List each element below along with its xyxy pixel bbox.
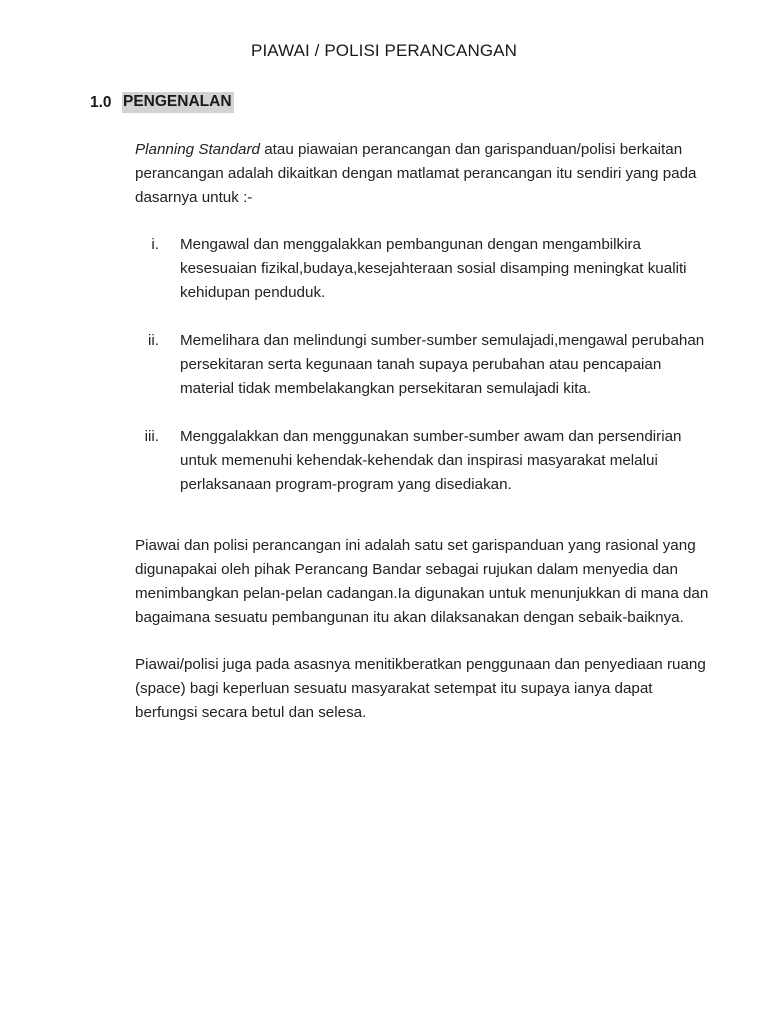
list-item-3-text xyxy=(180,425,700,497)
paragraph-2-line-4: bagaimana sesuatu pembangunan itu akan dilaksanakan dengan sebaik-baiknya. xyxy=(135,609,684,626)
paragraph-2-line-3: menimbangkan pelan-pelan cadangan.Ia digunakan untuk menunjukkan di mana dan xyxy=(135,585,709,602)
intro-italic-term: Planning Standard xyxy=(135,141,260,158)
paragraph-3-line-3: berfungsi secara betul dan selesa. xyxy=(135,704,367,721)
list-item-2-line-3: material tidak membelakangkan persekitaran semulajadi kita. xyxy=(180,380,592,397)
paragraph-2 xyxy=(135,534,709,630)
list-item-3-line-2: untuk memenuhi kehendak-kehendak dan inspirasi masyarakat melalui xyxy=(180,452,658,469)
intro-line-3: dasarnya untuk :- xyxy=(135,189,253,206)
section-title-highlighted: PENGENALAN xyxy=(122,92,234,113)
list-item-3-line-1: Menggalakkan dan menggunakan sumber-sumber awam dan persendirian xyxy=(180,428,682,445)
list-marker-2: ii. xyxy=(148,332,159,349)
list-item-1-line-2: kesesuaian fizikal,budaya,kesejahteraan sosial disamping meningkat kualiti xyxy=(180,260,687,277)
document-title: PIAWAI / POLISI PERANCANGAN xyxy=(251,41,517,60)
paragraph-3 xyxy=(135,653,706,725)
list-item-2-line-2: persekitaran serta kegunaan tanah supaya perubahan atau pencapaian xyxy=(180,356,662,373)
section-heading xyxy=(90,92,234,113)
intro-line-2: perancangan adalah dikaitkan dengan matlamat perancangan itu sendiri yang pada xyxy=(135,165,697,182)
intro-paragraph xyxy=(135,138,695,210)
list-item-2-line-1: Memelihara dan melindungi sumber-sumber semulajadi,mengawal perubahan xyxy=(180,332,705,349)
list-marker-3: iii. xyxy=(144,428,159,445)
intro-line-1-text: atau piawaian perancangan dan garispanduan/polisi berkaitan xyxy=(259,141,683,158)
paragraph-3-line-1: Piawai/polisi juga pada asasnya menitikberatkan penggunaan dan penyediaan ruang xyxy=(135,656,706,673)
section-number: 1.0 xyxy=(90,93,112,111)
paragraph-2-line-1: Piawai dan polisi perancangan ini adalah satu set garispanduan yang rasional yang xyxy=(135,537,696,554)
list-item-1-line-3: kehidupan penduduk. xyxy=(180,284,326,301)
paragraph-2-line-2: digunapakai oleh pihak Perancang Bandar sebagai rujukan dalam menyedia dan xyxy=(135,561,678,578)
list-item-1-line-1: Mengawal dan menggalakkan pembangunan dengan mengambilkira xyxy=(180,236,642,253)
list-item-3-line-3: perlaksanaan program-program yang disediakan. xyxy=(180,476,512,493)
list-marker-1: i. xyxy=(151,236,159,253)
list-item-1-text xyxy=(180,233,700,305)
paragraph-3-line-2: (space) bagi keperluan sesuatu masyarakat setempat itu supaya ianya dapat xyxy=(135,680,653,697)
list-item-2-text xyxy=(180,329,705,401)
intro-line-1 xyxy=(135,138,695,162)
